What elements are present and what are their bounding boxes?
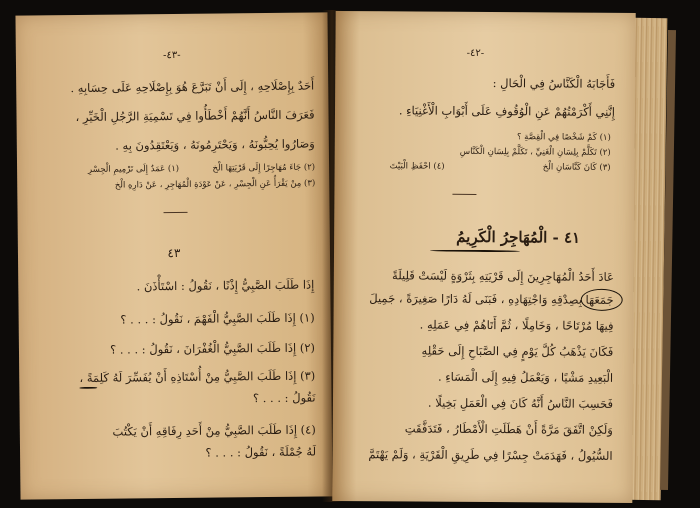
left-page [15,12,332,499]
body-line: وَلَكِنْ اتَّفَقَ مَرَّةً أَنْ هَطَلَتِ الْأَمْطَارُ ، فَتَدَفَّقَتِ [404,421,613,437]
page-number-right: -٤٢- [466,47,485,59]
body-line: فَحَسِبَ النَّاسُ أَنَّهُ كَانَ فِي الْعَمَلِ بَخِيلًا . [427,395,614,411]
exercise-line: (٢) إِذَا طَلَبَ الصَّبِيُّ الْغُفْرَانَ ، نَقُولُ : . . . ؟ [109,340,316,357]
note-line: (٢) جَاءَ مُهَاجِرًا إِلَى قَرْيَتِهَا الْخ [212,162,316,174]
section-divider [164,212,188,213]
body-line: فِيهَا مُرْتَاحًا ، وَخَامِلًا ، ثُمَّ أَتَاهُمْ فِي عَمَلِهِ . [419,317,614,333]
body-line: الْبَعِيدِ مَشْيًا ، وَيَعْمَلُ فِيهِ إِلَى الْمَسَاءِ . [437,369,614,385]
body-line: السُّيُولُ ، فَهَدَمَتْ جِسْرًا فِي طَرِيقِ الْقَرْيَةِ ، وَلَمْ يَهْتَمَّ [368,447,613,463]
exercise-line: (٤) إِذَا طَلَبَ الصَّبِيُّ مِنْ أَحَدِ رِفَاقِهِ أَنْ يَكْتُبَ [112,422,316,439]
body-line: فَكَانَ يَذْهَبُ كُلَّ يَوْمٍ فِي الصَّبَاحِ إِلَى حَقْلِهِ [421,343,614,359]
exercise-line: (١) إِذَا طَلَبَ الصَّبِيُّ الْفَهْمَ ، نَقُولُ : . . . ؟ [120,310,315,327]
exercise-line: (٣) إِذَا طَلَبَ الصَّبِيُّ مِنْ أُسْتَاذِهِ أَنْ يُفَسِّرَ لَهُ كَلِمَةً ، [79,368,316,385]
paragraph-line: فَأَجَابَهُ الْكَنَّاسُ فِي الْحَالِ : [492,76,616,91]
exercise-line: إِذَا طَلَبَ الصَّبِيُّ إِذْنًا ، نَقُولُ : اسْتَأْذَنَ . [136,277,315,294]
paragraph-line: فَعَرَفَ النَّاسُ أَنَّهُمْ أَخْطَأُوا فِي تَسْمِيَةِ الرَّجُلِ الْخَيِّرِ ، [75,107,315,125]
body-line: عَادَ أَحَدُ الْمُهَاجِرِينَ إِلَى قَرْيَتِهِ بِثَرْوَةٍ لَيْسَتْ قَلِيلَةً [392,268,614,284]
right-page [332,11,635,503]
page-number-left: -٤٣- [163,49,181,62]
note-line: (١) كَمْ شَخْصًا فِي الْقِصَّةِ ؟ [516,132,611,143]
paragraph-line: وَصَارُوا يُحِبُّونَهُ ، وَيَحْتَرِمُونَهُ ، وَيَعْتَقِدُونَ بِهِ . [115,136,315,153]
note-line: (٢) تَكَلَّمْ بِلِسَانِ الْغَنِيِّ ، تَكَلَّمْ بِلِسَانِ الْكَنَّاسِ [459,146,611,158]
exercise-line: نَقُولُ : . . . ؟ [252,390,316,406]
note-line: (٣) كَانَ كَنَّاسَانِ الْخ [542,162,611,173]
note-line: (٤) احْفَظِ الْبَيْتَ [389,161,445,172]
paragraph-line: إِنَّنِي أَكْرَمْتُهُمْ عَنِ الْوُقُوفِ عَلَى أَبْوَابِ الْأَغْنِيَاءِ . [398,103,616,119]
paragraph-line: أَحَدٌ بِإِصْلَاحِهِ ، إِلَى أَنْ تَبَرَّعَ هُوَ بِإِصْلَاحِهِ عَلَى حِسَابِهِ . [70,78,315,96]
section-number: ٤٣ [167,245,181,261]
section-divider [452,194,476,195]
ink-underline [79,387,97,389]
ink-underline [430,250,520,253]
note-line: (٣) مِنْ يَقْرَأُ عَنِ الْجِسْرِ ، عَنْ عَوْدَةِ الْمُهَاجِرِ ، عَنْ دَارِهِ الْخ [114,178,316,191]
lesson-title: ٤١ - الْمُهَاجِرُ الْكَرِيمُ [456,227,581,247]
note-line: (١) عَمَدٌ إِلَى تَرْمِيمِ الْجِسْرِ [87,163,180,175]
body-line: جَمَعَهَا بِصِدْقِهِ وَاجْتِهَادِهِ ، فَبَنَى لَهُ دَارًا صَغِيرَةً ، جَمِيلَ [369,291,614,307]
exercise-line: لَهُ جُمْلَةً ، نَقُولُ : . . . ؟ [205,444,317,460]
